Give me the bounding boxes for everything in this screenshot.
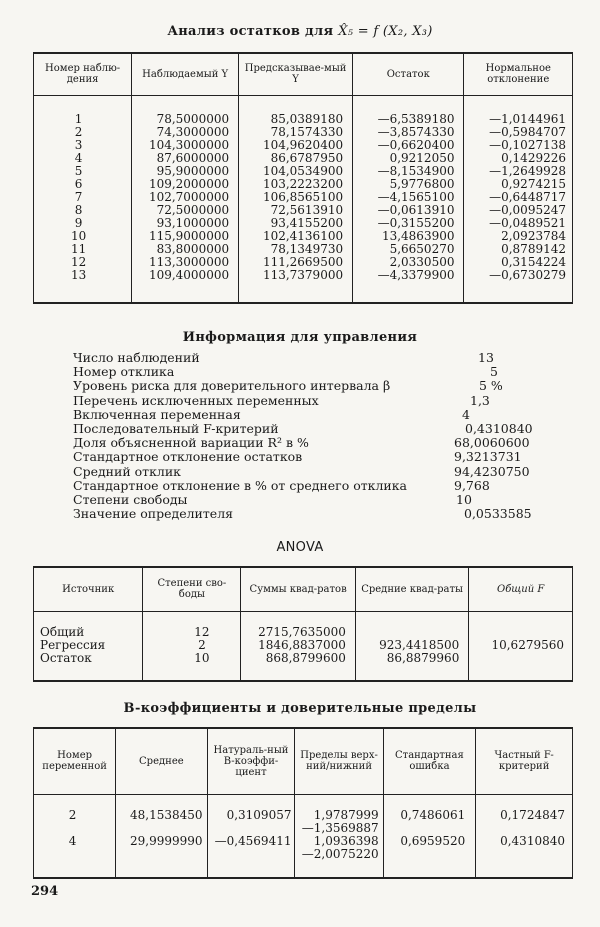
anova-cell — [356, 626, 459, 639]
residuals-cell: 3 — [74, 137, 83, 152]
control-value: 1,3 — [470, 392, 490, 408]
residuals-cell: 86,6787950 — [270, 150, 344, 165]
residuals-cell: 113,7379000 — [262, 267, 344, 282]
anova-cell: Остаток — [40, 650, 92, 665]
anova-cell: 2715,7635000 — [258, 624, 346, 639]
residuals-cell: 83,8000000 — [156, 241, 230, 256]
control-label: Стандартное отклонение остатков — [73, 449, 303, 465]
residuals-cell: 1 — [74, 111, 83, 126]
residuals-cell: 106,8565100 — [262, 189, 344, 204]
bcoef-col-limits — [295, 795, 382, 861]
control-value: 13 — [478, 350, 494, 365]
control-value: 9,768 — [454, 477, 490, 493]
residuals-cell: 2,0330500 — [389, 254, 455, 269]
residuals-cell: —0,6620400 — [377, 137, 455, 152]
anova-col-ms — [356, 612, 468, 665]
control-value: 5 — [490, 364, 498, 380]
bcoef-col-se — [384, 795, 476, 848]
residuals-cell: 93,4155200 — [270, 215, 344, 230]
residuals-cell: 115,9000000 — [148, 228, 230, 243]
residuals-cell: 6 — [74, 176, 83, 191]
bcoef-cell: 0,3109057 — [226, 807, 292, 822]
residuals-cell: 12 — [70, 254, 87, 269]
residuals-cell: 111,2669500 — [262, 254, 344, 269]
residuals-title — [0, 24, 600, 39]
control-title: Информация для управления — [182, 330, 418, 345]
bcoef-cell: 0,6959520 — [400, 833, 466, 848]
residuals-cell: 78,1349730 — [270, 241, 344, 256]
bcoef-header-mean: Среднее — [116, 728, 207, 794]
residuals-cell: 85,0389180 — [270, 111, 344, 126]
residuals-cell: 104,0534900 — [262, 163, 344, 178]
residuals-title-text: Анализ остатков для — [167, 24, 334, 39]
control-label: Номер отклика — [73, 364, 175, 380]
anova-col-f — [469, 612, 572, 665]
residuals-cell: —0,1027138 — [489, 137, 566, 152]
bcoef-col-mean — [116, 795, 206, 848]
residuals-cell: 0,8789142 — [501, 241, 566, 256]
bcoef-lower-limit: —2,0075220 — [301, 846, 379, 861]
residuals-cell: 11 — [70, 241, 87, 256]
residuals-col-obs — [34, 96, 131, 282]
bcoef-col-coef — [208, 795, 295, 848]
residuals-cell: —3,8574330 — [377, 124, 455, 139]
anova-header-ss: Суммы квад-ратов — [241, 567, 355, 611]
control-label: Число наблюдений — [73, 350, 200, 365]
residuals-cell: 0,9274215 — [501, 176, 566, 191]
residuals-cell: —0,6730279 — [489, 267, 566, 282]
residuals-cell: 103,2223200 — [262, 176, 344, 191]
bcoef-spacer — [384, 822, 466, 835]
bcoef-spacer — [476, 822, 565, 835]
residuals-cell: 0,3154224 — [501, 254, 566, 269]
anova-cell: 86,8879960 — [386, 650, 460, 665]
residuals-cell: 2 — [74, 124, 83, 139]
residuals-table — [33, 52, 573, 304]
residuals-cell: 10 — [70, 228, 87, 243]
control-label: Средний отклик — [73, 463, 181, 479]
anova-table — [33, 566, 573, 682]
residuals-cell: —0,6448717 — [489, 189, 566, 204]
anova-col-ss — [241, 612, 354, 665]
control-label: Доля объясненной вариации R² в % — [73, 435, 309, 451]
bcoef-table — [33, 727, 573, 879]
residuals-cell: —0,0613910 — [377, 202, 455, 217]
anova-cell: 12 — [194, 624, 210, 639]
residuals-cell: 7 — [74, 189, 83, 204]
residuals-cell: 109,2000000 — [148, 176, 230, 191]
bcoef-header-num: Номер переменной — [34, 728, 116, 794]
residuals-cell: —4,3379900 — [377, 267, 455, 282]
residuals-header-obs: Номер наблю-дения — [34, 53, 132, 95]
residuals-cell: —0,3155200 — [377, 215, 455, 230]
residuals-cell: 102,7000000 — [148, 189, 230, 204]
residuals-header-residual: Остаток — [353, 53, 464, 95]
bcoef-header-se: Стандартная ошибка — [383, 728, 476, 794]
bcoef-cell: 2 — [68, 807, 77, 822]
anova-cell: 923,4418500 — [379, 637, 460, 652]
residuals-cell: 104,3000000 — [148, 137, 230, 152]
control-value: 9,3213731 — [454, 449, 522, 465]
control-label: Включенная переменная — [73, 406, 241, 422]
anova-col-df — [143, 612, 240, 665]
bcoef-spacer — [34, 822, 111, 835]
residuals-cell: 5,9776800 — [389, 176, 455, 191]
residuals-cell: —8,1534900 — [377, 163, 455, 178]
bcoef-header-f: Частный F-критерий — [476, 728, 573, 794]
anova-cell: 868,8799600 — [265, 650, 346, 665]
residuals-cell: 2,0923784 — [501, 228, 566, 243]
bcoef-upper-limit: 1,9787999 — [313, 807, 379, 822]
residuals-title-formula: X̂₅ = f (X₂, X₃) — [338, 24, 433, 39]
control-value: 5 % — [479, 378, 503, 394]
anova-cell: Регрессия — [40, 637, 106, 652]
anova-cell: 10 — [194, 650, 210, 665]
bcoef-spacer — [116, 822, 202, 835]
bcoef-cell: —0,4569411 — [214, 833, 292, 848]
anova-cell: 1846,8837000 — [258, 637, 346, 652]
bcoef-cell: 0,7486061 — [400, 807, 466, 822]
control-label: Последовательный F-критерий — [73, 421, 279, 436]
residuals-cell: 72,5613910 — [270, 202, 344, 217]
residuals-cell: —1,0144961 — [489, 111, 566, 126]
residuals-cell: 0,9212050 — [389, 150, 455, 165]
control-value: 0,0533585 — [464, 506, 532, 522]
residuals-header-observed: Наблюдаемый Y — [132, 53, 239, 95]
bcoef-col-num — [34, 795, 115, 848]
control-label: Уровень риска для доверительного интервала β — [73, 378, 391, 394]
residuals-cell: 78,5000000 — [156, 111, 230, 126]
residuals-col-residual — [353, 96, 463, 282]
bcoef-header-limits: Пределы верх-ний/нижний — [295, 728, 383, 794]
control-value: 10 — [456, 492, 472, 507]
bcoef-cell: 0,4310840 — [500, 833, 565, 848]
bcoef-lower-limit: —1,3569887 — [301, 820, 379, 835]
residuals-col-observed — [132, 96, 238, 282]
residuals-cell: —4,1565100 — [377, 189, 455, 204]
control-value: 0,4310840 — [465, 421, 533, 436]
residuals-col-predicted — [239, 96, 352, 282]
bcoef-title: B-коэффициенты и доверительные пределы — [123, 701, 477, 716]
residuals-cell: 113,3000000 — [148, 254, 230, 269]
residuals-cell: 102,4136100 — [262, 228, 344, 243]
residuals-cell: 95,9000000 — [156, 163, 230, 178]
anova-header-f: Общий F — [469, 567, 573, 611]
anova-cell: 10,6279560 — [491, 637, 564, 652]
anova-cell: 2 — [198, 637, 206, 652]
anova-col-source — [34, 612, 142, 665]
anova-title: ANOVA — [276, 540, 324, 555]
bcoef-spacer — [208, 822, 292, 835]
residuals-cell: 5 — [74, 163, 83, 178]
bcoef-cell: 48,1538450 — [130, 807, 203, 822]
residuals-cell: 93,1000000 — [156, 215, 230, 230]
residuals-cell: 4 — [74, 150, 83, 165]
bcoef-cell: 29,9999990 — [130, 833, 203, 848]
residuals-cell: 87,6000000 — [156, 150, 230, 165]
residuals-col-normal — [464, 96, 572, 282]
anova-cell — [469, 652, 564, 665]
control-value: 94,4230750 — [454, 463, 530, 479]
bcoef-cell: 4 — [68, 833, 77, 848]
residuals-cell: 104,9620400 — [262, 137, 344, 152]
anova-cell: Общий — [40, 624, 85, 639]
residuals-cell: 72,5000000 — [156, 202, 230, 217]
bcoef-upper-limit: 1,0936398 — [313, 833, 379, 848]
anova-cell — [469, 626, 564, 639]
bcoef-cell: 0,1724847 — [500, 807, 565, 822]
residuals-cell: 0,1429226 — [501, 150, 566, 165]
residuals-header-predicted: Предсказывае-мый Y — [239, 53, 353, 95]
page-number: 294 — [31, 884, 59, 899]
residuals-cell: 13,4863900 — [381, 228, 455, 243]
control-label: Стандартное отклонение в % от среднего отклика — [73, 477, 407, 493]
residuals-cell: 78,1574330 — [270, 124, 344, 139]
residuals-cell: —0,0095247 — [489, 202, 566, 217]
residuals-cell: 74,3000000 — [156, 124, 230, 139]
bcoef-col-f — [476, 795, 572, 848]
residuals-cell: 5,6650270 — [389, 241, 455, 256]
anova-header-source: Источник — [34, 567, 143, 611]
anova-header-ms: Средние квад-раты — [355, 567, 468, 611]
bcoef-header-coef: Натураль-ный B-коэффи-циент — [207, 728, 295, 794]
residuals-cell: —6,5389180 — [377, 111, 455, 126]
residuals-cell: 8 — [74, 202, 83, 217]
residuals-cell: 9 — [74, 215, 83, 230]
control-value: 4 — [462, 406, 470, 422]
residuals-cell: —1,2649928 — [489, 163, 566, 178]
control-label: Значение определителя — [73, 506, 234, 522]
control-label: Степени свободы — [73, 492, 188, 507]
residuals-cell: 13 — [70, 267, 87, 282]
residuals-cell: —0,0489521 — [489, 215, 566, 230]
residuals-header-normal: Нормальное отклонение — [464, 53, 573, 95]
residuals-cell: 109,4000000 — [148, 267, 230, 282]
anova-header-df: Степени сво-боды — [143, 567, 241, 611]
control-label: Перечень исключенных переменных — [73, 392, 319, 408]
residuals-cell: —0,5984707 — [489, 124, 566, 139]
control-value: 68,0060600 — [454, 435, 530, 451]
